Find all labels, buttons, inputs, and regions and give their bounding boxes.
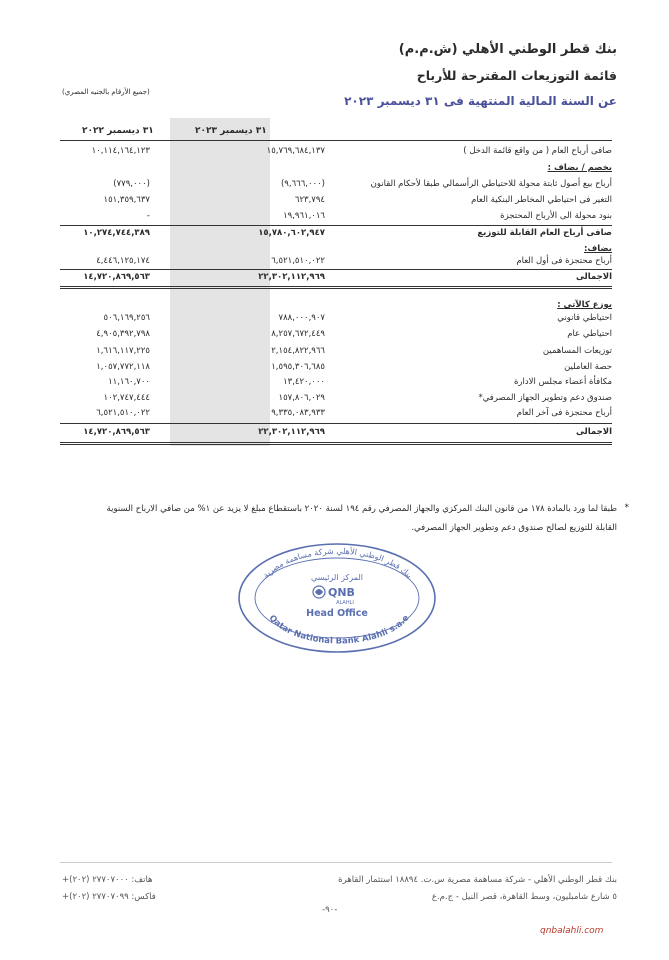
statement-period: عن السنة المالية المنتهية فى ٣١ ديسمبر ٢٠٢٣	[344, 94, 617, 108]
footer-fax: فاكس: ٢٧٧٠٧٠٩٩ (٢٠٢)+	[62, 892, 156, 902]
currency-note: (جميع الأرقام بالجنيه المصري)	[62, 88, 150, 96]
table-row: مكافأة أعضاء مجلس الادارة ١٣,٤٢٠,٠٠٠ ١١,١٦٠,٧٠٠	[108, 377, 612, 387]
total-rule-top	[60, 423, 612, 424]
subtotal-rule	[60, 225, 612, 226]
table-row-total: الاجمالى ٢٢,٣٠٢,١١٢,٩٦٩ ١٤,٧٢٠,٨٦٩,٥٦٣	[83, 427, 612, 437]
statement-title: قائمة التوزيعات المقترحة للأرباح	[416, 68, 617, 83]
column-header-2023: ٣١ ديسمبر ٢٠٢٣	[195, 126, 267, 136]
footer-phone: هاتف: ٢٧٧٠٧٠٠٠ (٢٠٢)+	[62, 875, 153, 885]
column-header-2022: ٣١ ديسمبر ٢٠٢٢	[82, 126, 154, 136]
total-rule-top	[60, 269, 612, 270]
stamp-english-arc: Qatar National Bank Alahli s.a.e	[266, 613, 412, 647]
table-row: صندوق دعم وتطوير الجهاز المصرفي* ١٥٧,٨٠٦,٠٢٩ ١٠٢,٧٤٧,٤٤٤	[103, 393, 612, 403]
total-rule-bottom	[60, 286, 612, 287]
stamp-logo-text: QNB	[328, 586, 355, 599]
total-rule-bottom	[60, 442, 612, 443]
table-row-total: الاجمالى ٢٢,٣٠٢,١١٢,٩٦٩ ١٤,٧٢٠,٨٦٩,٥٦٣	[83, 272, 612, 282]
stamp-arabic-mid: المركز الرئيسي	[311, 573, 363, 582]
table-row: أرباح بيع أصول ثابتة محولة للاحتياطي الرأسمالي طبقا لأحكام القانون (٩,٦٦٦,٠٠٠) (٧٧٩,٠٠٠)	[113, 179, 612, 189]
head-office-stamp	[235, 540, 440, 655]
table-row: يوزع كالآتى :	[557, 300, 612, 310]
table-row: يضاف:	[583, 244, 612, 254]
table-row: توزيعات المساهمين ٢,١٥٤,٨٢٢,٩٦٦ ١,٦١٦,١١٧,٢٢٥	[96, 346, 612, 356]
table-row: التغير فى احتياطي المخاطر البنكية العام ٦٢٣,٧٩٤ ١٥١,٣٥٩,٦٣٧	[103, 195, 612, 205]
stamp-arabic-arc: بنك قطر الوطني الأهلي شركة مساهمة مصرية	[261, 546, 414, 580]
table-row: بنود محولة الى الأرباح المحتجزة ١٩,٩٦١,٠١٦ -	[146, 211, 612, 221]
table-row: أرباح محتجزة فى أول العام ٦,٥٢١,٥١٠,٠٢٢ ٤,٤٤٦,١٢٥,١٧٤	[96, 256, 612, 266]
total-rule-bottom-double	[60, 444, 612, 445]
stamp-logo-sub: ALAHLI	[336, 600, 354, 606]
qnb-logo-icon	[313, 586, 325, 598]
total-rule-bottom-double	[60, 288, 612, 289]
header-rule	[60, 140, 612, 141]
footer-address: ٥ شارع شامبليون، وسط القاهرة، قصر النيل - ج.م.ع	[431, 892, 617, 902]
bank-name: بنك قطر الوطني الأهلي (ش.م.م)	[398, 42, 617, 57]
table-row: أرباح محتجزة فى آخر العام ٩,٣٣٥,٠٨٣,٩٣٣ ٦,٥٢١,٥١٠,٠٢٢	[96, 408, 612, 418]
table-row: يخصم / يضاف :	[547, 163, 612, 173]
footnote: طبقا لما ورد بالمادة ١٧٨ من قانون البنك المركزي والجهاز المصرفي رقم ١٩٤ لسنة ٢٠٢٠ باستقطاع مبلغ لا يزيد عن ١% من صافي الارباح السنوية القابلة للتوزيع لصالح صندوق دعم وتطوير الجهاز المصرفي.	[106, 504, 617, 533]
table-row: حصة العاملين ١,٥٩٥,٣٠٦,٦٨٥ ١,٠٥٧,٧٧٢,١١٨	[96, 362, 612, 372]
stamp-head-office: Head Office	[306, 608, 368, 619]
footnote-marker: *	[624, 503, 629, 513]
footer-company: بنك قطر الوطني الأهلي - شركة مساهمة مصرية س.ت. ١٨٨٩٤ استثمار القاهرة	[338, 875, 617, 885]
website-link[interactable]: qnbalahli.com	[540, 926, 604, 936]
table-row: احتياطي عام ٨,٢٥٧,٦٧٢,٤٤٩ ٤,٩٠٥,٣٩٢,٧٩٨	[96, 329, 612, 339]
table-row: صافى أرباح العام ( من واقع قائمة الدخل ) ١٥,٧٦٩,٦٨٤,١٣٧ ١٠,١١٤,١٦٤,١٢٣	[91, 146, 612, 156]
table-row: صافى أرباح العام القابلة للتوزيع ١٥,٧٨٠,٦٠٢,٩٤٧ ١٠,٢٧٤,٧٤٤,٣٨٩	[83, 228, 612, 238]
footer-rule	[60, 862, 612, 863]
table-row: احتياطي قانوني ٧٨٨,٠٠٠,٩٠٧ ٥٠٦,١٦٩,٢٥٦	[103, 313, 612, 323]
page-number: -٩٠-	[322, 905, 338, 915]
